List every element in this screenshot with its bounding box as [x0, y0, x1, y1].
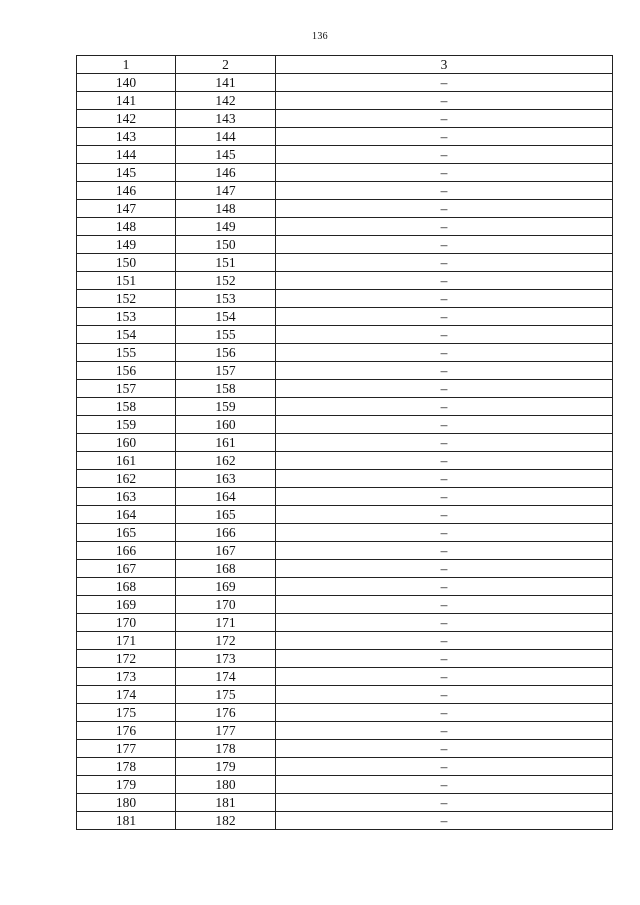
table-cell-col-3: –: [276, 380, 613, 398]
table-cell-col-2: 144: [176, 128, 276, 146]
table-row: [77, 488, 613, 506]
table-cell-col-3: –: [276, 146, 613, 164]
table-cell-col-2: 158: [176, 380, 276, 398]
table-cell-col-2: 182: [176, 812, 276, 830]
table-cell-col-2: 153: [176, 290, 276, 308]
table-cell-col-1: 177: [77, 740, 176, 758]
table-cell-col-3: –: [276, 128, 613, 146]
table-cell-col-1: 144: [77, 146, 176, 164]
table-cell-col-1: 162: [77, 470, 176, 488]
table-cell-col-2: 159: [176, 398, 276, 416]
table-cell-col-1: 148: [77, 218, 176, 236]
table-cell-col-3: –: [276, 218, 613, 236]
table-cell-col-2: 164: [176, 488, 276, 506]
table-cell-col-1: 143: [77, 128, 176, 146]
table-cell-col-1: 178: [77, 758, 176, 776]
table-cell-col-3: –: [276, 344, 613, 362]
table-row: [77, 776, 613, 794]
table-cell-col-1: 165: [77, 524, 176, 542]
table-cell-col-3: –: [276, 632, 613, 650]
table-row: [77, 578, 613, 596]
table-cell-col-2: 180: [176, 776, 276, 794]
table-cell-col-2: 177: [176, 722, 276, 740]
table-row: [77, 110, 613, 128]
table-cell-col-2: 143: [176, 110, 276, 128]
table-cell-col-1: 176: [77, 722, 176, 740]
table-cell-col-3: –: [276, 74, 613, 92]
column-header-3: 3: [276, 56, 613, 74]
table-cell-col-3: –: [276, 254, 613, 272]
table-cell-col-1: 154: [77, 326, 176, 344]
table-header-row: [77, 56, 613, 74]
table-cell-col-1: 160: [77, 434, 176, 452]
table-cell-col-3: –: [276, 200, 613, 218]
table-cell-col-3: –: [276, 416, 613, 434]
table-cell-col-2: 151: [176, 254, 276, 272]
table-cell-col-3: –: [276, 776, 613, 794]
table-cell-col-1: 169: [77, 596, 176, 614]
table-cell-col-3: –: [276, 560, 613, 578]
table-cell-col-2: 147: [176, 182, 276, 200]
table-cell-col-2: 152: [176, 272, 276, 290]
table-cell-col-2: 178: [176, 740, 276, 758]
table-cell-col-3: –: [276, 272, 613, 290]
table-row: [77, 236, 613, 254]
table-cell-col-1: 155: [77, 344, 176, 362]
table-row: [77, 362, 613, 380]
table-body: [77, 74, 613, 830]
table-cell-col-3: –: [276, 236, 613, 254]
table-cell-col-3: –: [276, 614, 613, 632]
table-row: [77, 182, 613, 200]
table-cell-col-1: 157: [77, 380, 176, 398]
table-cell-col-2: 173: [176, 650, 276, 668]
table-cell-col-3: –: [276, 470, 613, 488]
table-row: [77, 506, 613, 524]
table-cell-col-3: –: [276, 668, 613, 686]
table-cell-col-1: 175: [77, 704, 176, 722]
table-cell-col-1: 142: [77, 110, 176, 128]
table-cell-col-3: –: [276, 794, 613, 812]
table-cell-col-1: 164: [77, 506, 176, 524]
table-cell-col-2: 172: [176, 632, 276, 650]
table-cell-col-2: 168: [176, 560, 276, 578]
table-cell-col-2: 160: [176, 416, 276, 434]
table-row: [77, 272, 613, 290]
table-cell-col-3: –: [276, 398, 613, 416]
table-row: [77, 740, 613, 758]
table-row: [77, 326, 613, 344]
table-cell-col-3: –: [276, 722, 613, 740]
table-cell-col-2: 148: [176, 200, 276, 218]
table-cell-col-1: 151: [77, 272, 176, 290]
table-cell-col-3: –: [276, 488, 613, 506]
table-row: [77, 416, 613, 434]
table-row: [77, 596, 613, 614]
table-row: [77, 200, 613, 218]
table-cell-col-2: 163: [176, 470, 276, 488]
table-cell-col-3: –: [276, 506, 613, 524]
table-row: [77, 308, 613, 326]
table-cell-col-3: –: [276, 524, 613, 542]
table-cell-col-1: 172: [77, 650, 176, 668]
table-cell-col-2: 170: [176, 596, 276, 614]
table-row: [77, 164, 613, 182]
table-cell-col-1: 180: [77, 794, 176, 812]
table-cell-col-2: 157: [176, 362, 276, 380]
table-row: [77, 686, 613, 704]
table-cell-col-2: 161: [176, 434, 276, 452]
table-cell-col-3: –: [276, 686, 613, 704]
table-cell-col-3: –: [276, 110, 613, 128]
table-cell-col-2: 156: [176, 344, 276, 362]
table-cell-col-1: 156: [77, 362, 176, 380]
table-cell-col-3: –: [276, 704, 613, 722]
table-cell-col-3: –: [276, 362, 613, 380]
table-cell-col-3: –: [276, 758, 613, 776]
table-row: [77, 560, 613, 578]
table-row: [77, 632, 613, 650]
table-cell-col-2: 155: [176, 326, 276, 344]
table-cell-col-2: 165: [176, 506, 276, 524]
table-cell-col-2: 169: [176, 578, 276, 596]
data-table: [76, 55, 613, 830]
table-cell-col-3: –: [276, 164, 613, 182]
table-row: [77, 794, 613, 812]
table-row: [77, 74, 613, 92]
table-cell-col-1: 179: [77, 776, 176, 794]
table-cell-col-2: 181: [176, 794, 276, 812]
table-cell-col-1: 152: [77, 290, 176, 308]
table-cell-col-1: 181: [77, 812, 176, 830]
table-cell-col-3: –: [276, 650, 613, 668]
table-cell-col-3: –: [276, 434, 613, 452]
table-cell-col-3: –: [276, 92, 613, 110]
table-cell-col-1: 147: [77, 200, 176, 218]
table-cell-col-2: 150: [176, 236, 276, 254]
table-cell-col-2: 171: [176, 614, 276, 632]
table-cell-col-3: –: [276, 182, 613, 200]
table-cell-col-3: –: [276, 290, 613, 308]
table-row: [77, 650, 613, 668]
table-cell-col-3: –: [276, 542, 613, 560]
table-cell-col-1: 167: [77, 560, 176, 578]
table-cell-col-1: 153: [77, 308, 176, 326]
table-cell-col-1: 173: [77, 668, 176, 686]
table-cell-col-2: 154: [176, 308, 276, 326]
table-cell-col-2: 179: [176, 758, 276, 776]
table-row: [77, 380, 613, 398]
table-cell-col-1: 174: [77, 686, 176, 704]
table-cell-col-2: 141: [176, 74, 276, 92]
table-cell-col-3: –: [276, 596, 613, 614]
table-row: [77, 704, 613, 722]
table-row: [77, 524, 613, 542]
table-cell-col-1: 150: [77, 254, 176, 272]
table-cell-col-3: –: [276, 326, 613, 344]
column-header-1: 1: [77, 56, 176, 74]
table-cell-col-3: –: [276, 812, 613, 830]
table-row: [77, 812, 613, 830]
table-cell-col-3: –: [276, 308, 613, 326]
table-row: [77, 452, 613, 470]
table-cell-col-2: 146: [176, 164, 276, 182]
table-row: [77, 128, 613, 146]
table-cell-col-1: 141: [77, 92, 176, 110]
table-row: [77, 254, 613, 272]
table-row: [77, 146, 613, 164]
table-row: [77, 290, 613, 308]
table-cell-col-1: 146: [77, 182, 176, 200]
table-row: [77, 434, 613, 452]
column-header-2: 2: [176, 56, 276, 74]
table-cell-col-1: 145: [77, 164, 176, 182]
table-cell-col-1: 168: [77, 578, 176, 596]
table-cell-col-1: 149: [77, 236, 176, 254]
table-cell-col-3: –: [276, 578, 613, 596]
table-cell-col-1: 159: [77, 416, 176, 434]
table-cell-col-1: 170: [77, 614, 176, 632]
table-cell-col-2: 176: [176, 704, 276, 722]
table-cell-col-2: 175: [176, 686, 276, 704]
table-cell-col-2: 174: [176, 668, 276, 686]
table-row: [77, 614, 613, 632]
table-row: [77, 668, 613, 686]
table-cell-col-2: 167: [176, 542, 276, 560]
table-cell-col-2: 145: [176, 146, 276, 164]
table-cell-col-1: 171: [77, 632, 176, 650]
table-cell-col-2: 162: [176, 452, 276, 470]
table-cell-col-1: 166: [77, 542, 176, 560]
table-row: [77, 92, 613, 110]
table-cell-col-1: 140: [77, 74, 176, 92]
page-number: 136: [312, 31, 328, 42]
table-cell-col-3: –: [276, 740, 613, 758]
table-row: [77, 758, 613, 776]
table-row: [77, 542, 613, 560]
table-row: [77, 218, 613, 236]
table-cell-col-1: 163: [77, 488, 176, 506]
table-cell-col-3: –: [276, 452, 613, 470]
table-row: [77, 344, 613, 362]
table-cell-col-2: 149: [176, 218, 276, 236]
table-row: [77, 470, 613, 488]
table-cell-col-2: 142: [176, 92, 276, 110]
table-cell-col-1: 158: [77, 398, 176, 416]
table-cell-col-2: 166: [176, 524, 276, 542]
table-row: [77, 398, 613, 416]
table-cell-col-1: 161: [77, 452, 176, 470]
table-row: [77, 722, 613, 740]
